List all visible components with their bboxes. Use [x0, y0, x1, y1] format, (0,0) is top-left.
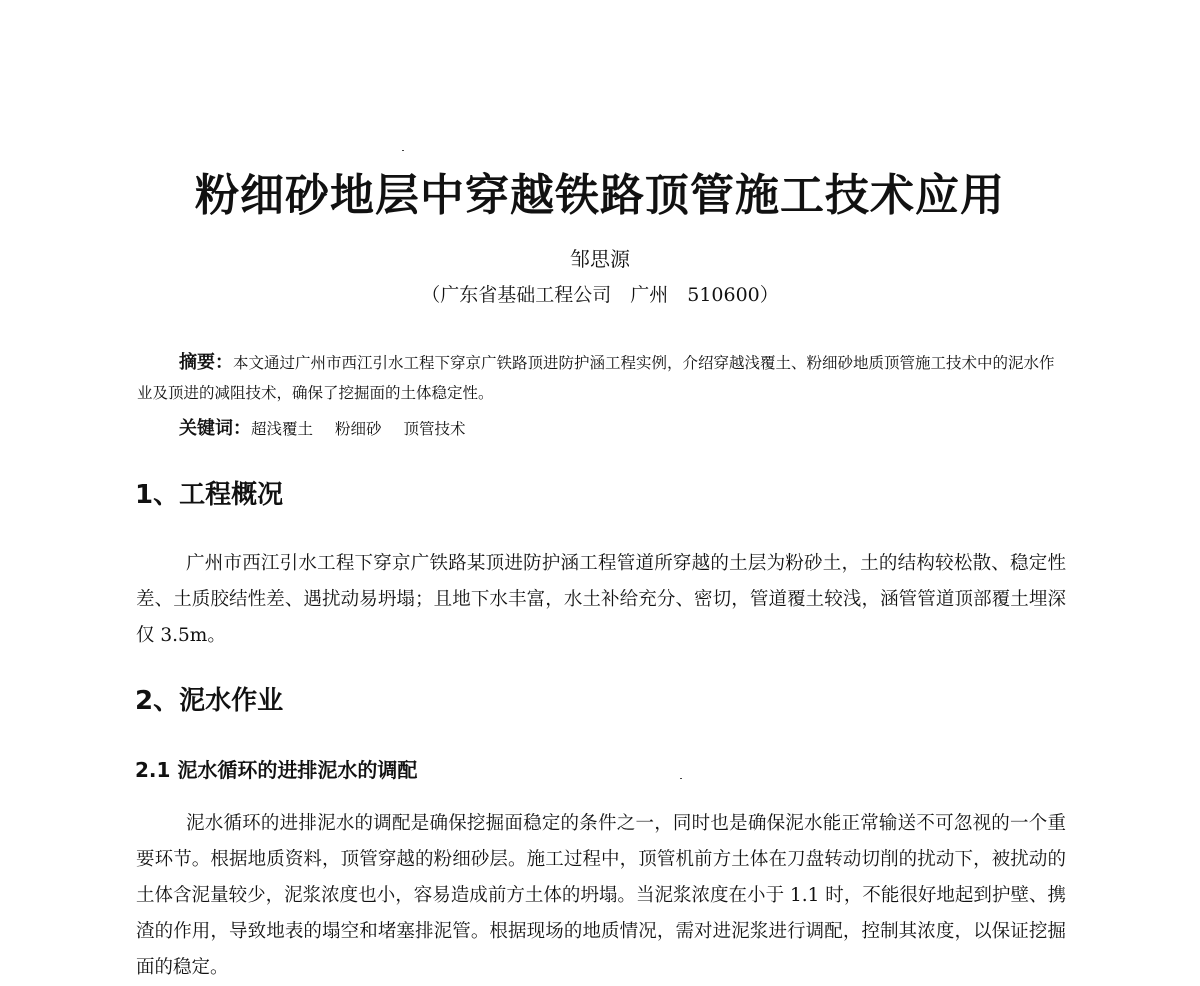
author-affiliation: （广东省基础工程公司 广州 510600）	[421, 284, 779, 306]
abstract	[137, 348, 1067, 408]
section-heading: 2、泥水作业	[135, 686, 284, 716]
section-paragraph: 泥水循环的进排泥水的调配是确保挖掘面稳定的条件之一，同时也是确保泥水能正常输送不可忽视的一个重要环节。根据地质资料，顶管穿越的粉细砂层。施工过程中，顶管机前方土体在刀盘转动切削的扰动下，被扰动的土体含泥量较少，泥浆浓度也小，容易造成前方土体的坍塌。当泥浆浓度在小于 1.1 时，不能很好地起到护壁、携渣的作用，导致地表的塌空和堵塞排泥管。根据现场的地质情况，需对进泥浆进行调配，控制其浓度，以保证挖掘面的稳定。	[136, 813, 1066, 978]
scan-speck	[680, 778, 682, 779]
paper-title: 粉细砂地层中穿越铁路顶管施工技术应用	[195, 170, 1005, 221]
author-name: 邹思源	[570, 247, 630, 271]
abstract-text: 本文通过广州市西江引水工程下穿京广铁路顶进防护涵工程实例，介绍穿越浅覆土、粉细砂地质顶管施工技术中的泥水作业及顶进的减阻技术，确保了挖掘面的土体稳定性。	[137, 354, 1055, 402]
keywords-label: 关键词：	[179, 418, 251, 439]
scan-speck	[402, 150, 404, 151]
keyword-item: 超浅覆土	[251, 420, 314, 438]
subsection-heading: 2.1 泥水循环的进排泥水的调配	[135, 758, 418, 782]
keyword-item: 顶管技术	[403, 420, 466, 438]
section-paragraph: 广州市西江引水工程下穿京广铁路某顶进防护涵工程管道所穿越的土层为粉砂土，土的结构较松散、稳定性差、土质胶结性差、遇扰动易坍塌；且地下水丰富，水土补给充分、密切，管道覆土较浅，涵管管道顶部覆土埋深仅 3.5m。	[136, 553, 1066, 646]
keyword-item: 粉细砂	[335, 420, 382, 438]
keywords	[179, 414, 466, 444]
section-heading: 1、工程概况	[135, 480, 284, 510]
abstract-label: 摘要：	[179, 352, 233, 373]
